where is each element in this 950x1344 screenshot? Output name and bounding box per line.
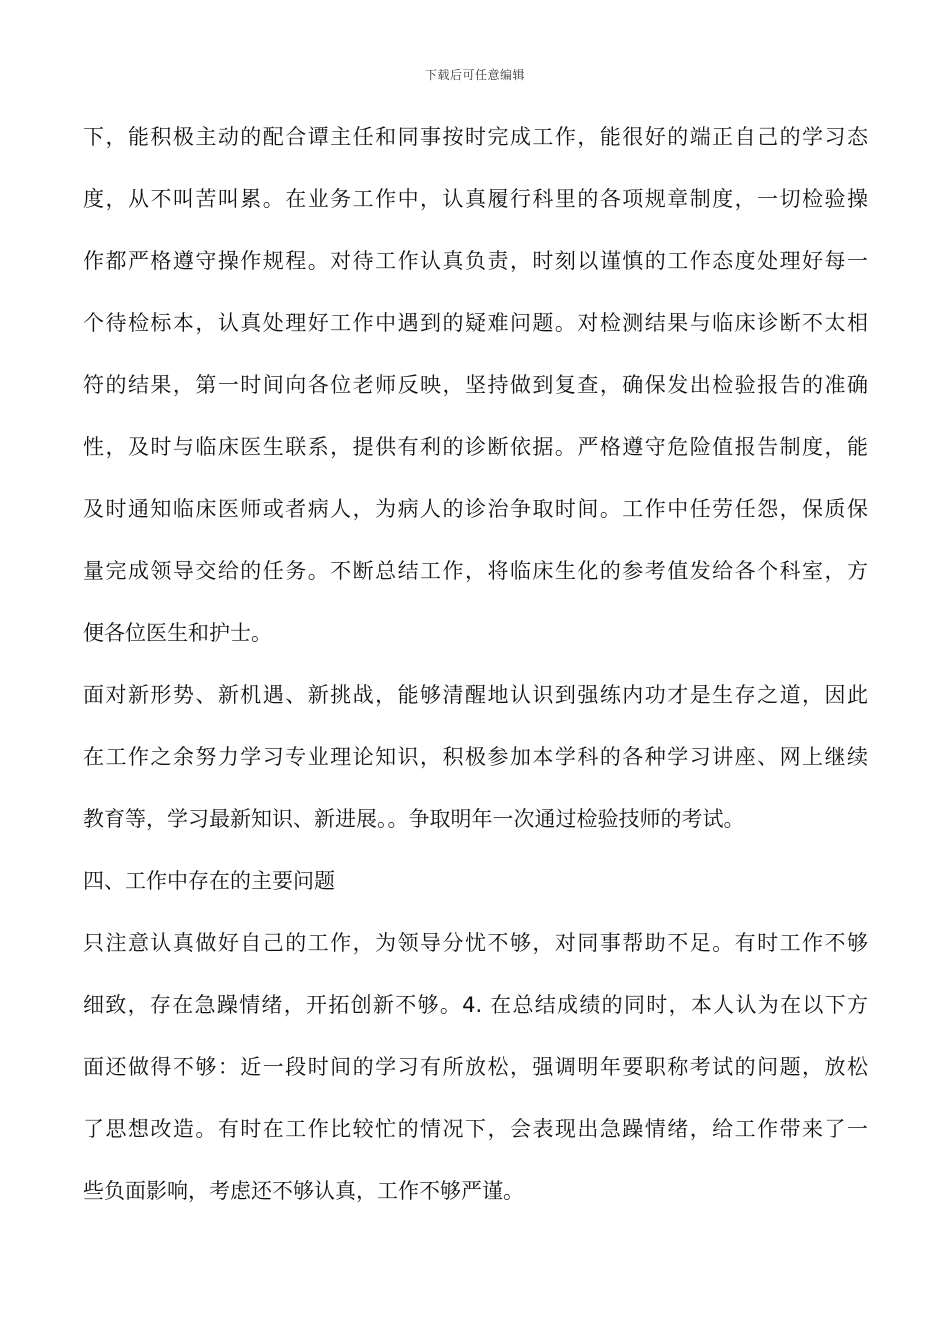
text-line: 面还做得不够：近一段时间的学习有所放松，强调明年要职称考试的问题，放松 bbox=[83, 1055, 868, 1079]
document-body bbox=[83, 115, 868, 1231]
text-line: 些负面影响，考虑还不够认真，工作不够严谨。 bbox=[83, 1179, 524, 1203]
text-line: 性，及时与临床医生联系，提供有利的诊断依据。严格遵守危险值报告制度，能 bbox=[83, 435, 868, 459]
text-line: 便各位医生和护士。 bbox=[83, 621, 272, 645]
text-line: 及时通知临床医师或者病人，为病人的诊治争取时间。工作中任劳任怨，保质保 bbox=[83, 497, 868, 521]
text-line: 作都严格遵守操作规程。对待工作认真负责，时刻以谨慎的工作态度处理好每一 bbox=[83, 249, 868, 273]
text-line: 量完成领导交给的任务。不断总结工作，将临床生化的参考值发给各个科室，方 bbox=[83, 559, 868, 583]
text-line: 个待检标本，认真处理好工作中遇到的疑难问题。对检测结果与临床诊断不太相 bbox=[83, 311, 868, 335]
text-line: 教育等，学习最新知识、新进展。。争取明年一次通过检验技师的考试。 bbox=[83, 807, 745, 831]
text-line: 下，能积极主动的配合谭主任和同事按时完成工作，能很好的端正自己的学习态 bbox=[83, 125, 868, 149]
text-line: 符的结果，第一时间向各位老师反映，坚持做到复查，确保发出检验报告的准确 bbox=[83, 373, 868, 397]
text-line: 面对新形势、新机遇、新挑战，能够清醒地认识到强练内功才是生存之道，因此 bbox=[83, 683, 868, 707]
page-header: 下载后可任意编辑 bbox=[424, 68, 525, 82]
text-line: 只注意认真做好自己的工作，为领导分忧不够，对同事帮助不足。有时工作不够 bbox=[83, 931, 868, 955]
text-line: 细致，存在急躁情绪，开拓创新不够。4. 在总结成绩的同时，本人认为在以下方 bbox=[83, 993, 868, 1017]
section-heading: 四、工作中存在的主要问题 bbox=[83, 869, 335, 893]
text-line: 在工作之余努力学习专业理论知识，积极参加本学科的各种学习讲座、网上继续 bbox=[83, 745, 868, 769]
text-line: 了思想改造。有时在工作比较忙的情况下，会表现出急躁情绪，给工作带来了一 bbox=[83, 1117, 868, 1141]
text-line: 度，从不叫苦叫累。在业务工作中，认真履行科里的各项规章制度，一切检验操 bbox=[83, 187, 868, 211]
